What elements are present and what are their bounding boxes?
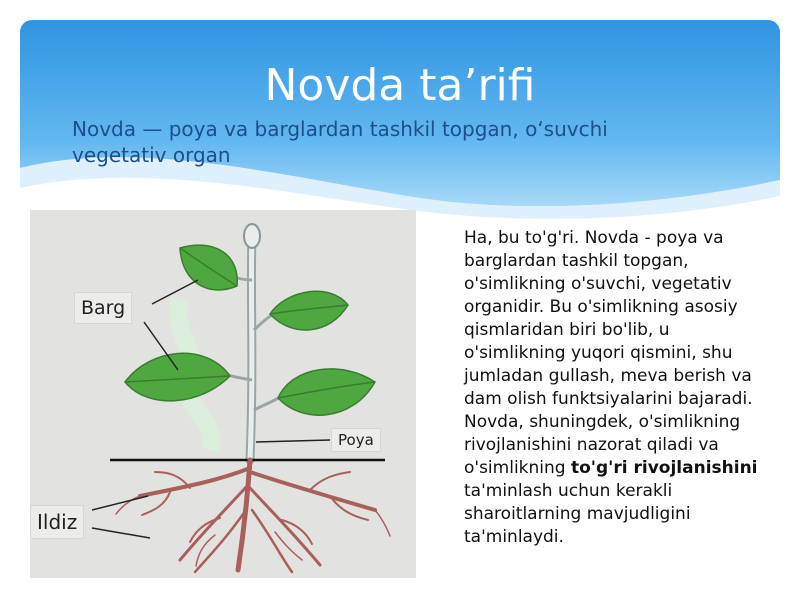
label-barg: Barg — [74, 292, 132, 324]
roots-icon — [116, 460, 390, 572]
plant-diagram — [30, 210, 416, 578]
leaf-icon — [125, 353, 230, 401]
label-poya: Poya — [331, 428, 381, 452]
label-ildiz: Ildiz — [30, 505, 84, 539]
description-text-2: ta'minlash uchun kerakli sharoitlarning mavjudligini ta'minlaydi. — [464, 481, 691, 547]
description-bold: to'g'ri rivojlanishini — [570, 458, 758, 478]
leaf-icon — [278, 369, 375, 415]
leaf-icon — [270, 291, 348, 330]
description-paragraph — [464, 227, 774, 549]
description-text-1: Ha, bu to'g'ri. Novda - poya va barglardan tashkil topgan, o'simlikning o'suvchi, vegetativ organidir. Bu o'simlikning asosiy qismlaridan biri bo'lib, u o'simlikning yuqori qismini, shu jumladan gullash, meva berish va dam olish funktsiyalarini bajaradi. Novda, shuningdek, o'simlikning rivojlanishini nazorat qiladi va o'simlikning — [464, 228, 753, 478]
leaf-icon — [180, 245, 237, 290]
slide-subtitle: Novda — poya va barglardan tashkil topgan, o‘suvchi vegetativ organ — [72, 117, 608, 167]
slide-title: Novda ta’rifi — [264, 60, 536, 111]
plant-illustration — [30, 210, 416, 578]
